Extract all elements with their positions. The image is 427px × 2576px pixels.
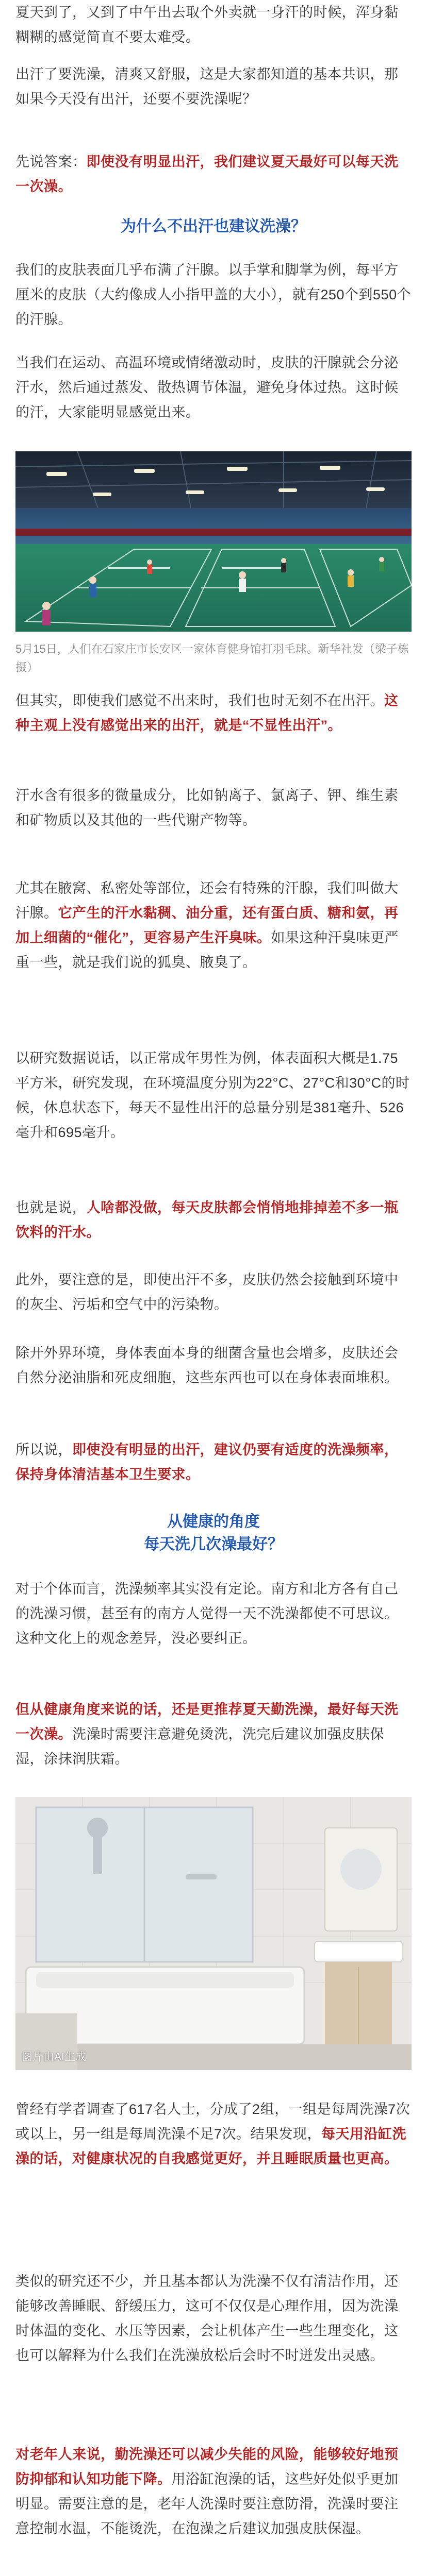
apocrine-tail-text: 如果这种汗臭味更严重一些，就是我们说的狐臭、腋臭了。 xyxy=(15,930,399,970)
paragraph-sweat-regulation: 当我们在运动、高温环境或情绪激动时，皮肤的汗腺就会分泌汗水，然后通过蒸发、散热调节体温，避免身体过热。这时候的汗，大家能明显感觉出来。 xyxy=(15,355,399,420)
paragraph-environment-dirt: 此外，要注意的是，即使出汗不多，皮肤仍然会接触到环境中的灰尘、污垢和空气中的污染物。 xyxy=(15,1272,399,1312)
study-text: 曾经有学者调查了617名人士，分成了2组，一组是每周洗澡7次或以上，另一组是每周洗澡不足7次。结果发现， xyxy=(15,2102,410,2142)
paragraph-hygiene-advice xyxy=(15,1437,412,1487)
recommendation-highlight: 但从健康角度来说的话，还是更推荐夏天勤洗澡，最好每天洗一次澡。 xyxy=(15,1702,399,1742)
badminton-hall-image xyxy=(15,451,412,632)
paragraph-elderly xyxy=(15,2442,412,2541)
paragraph-daily-loss xyxy=(15,1195,412,1245)
paragraph-study-617 xyxy=(15,2097,412,2171)
photo-caption-badminton: 5月15日，人们在石家庄市长安区一家体育健身馆打羽毛球。新华社发（梁子栋摄） xyxy=(15,642,409,674)
answer-highlight: 即使没有明显出汗，我们建议夏天最好可以每天洗一次澡。 xyxy=(15,154,399,194)
insensible-sweat-text: 但其实，即使我们感觉不出来时，我们也时无刻不在出汗。 xyxy=(15,693,384,708)
apocrine-text: 尤其在腋窝、私密处等部位，还会有特殊的汗腺，我们叫做大汗腺。 xyxy=(15,880,399,921)
answer-prefix: 先说答案： xyxy=(15,154,87,170)
elderly-highlight: 对老年人来说，勤洗澡还可以减少失能的风险，能够较好地预防抑郁和认知功能下降。 xyxy=(15,2447,399,2487)
paragraph-research-data: 以研究数据说话，以正常成年男性为例，体表面积大概是1.75 平方米，研究发现，在环境温度分别为22°C、27°C和30°C的时候，休息状态下，每天不显性出汗的总量分别是381毫升、526 毫升和695毫升。 xyxy=(15,1050,410,1140)
section-heading-health-angle: 从健康的角度 xyxy=(167,1513,260,1530)
paragraph-apocrine-glands xyxy=(15,876,412,975)
daily-loss-text: 也就是说， xyxy=(15,1200,87,1215)
section-heading-frequency: 每天洗几次澡最好？ xyxy=(144,1536,283,1553)
apocrine-highlight: 它产生的汗水黏稠、油分重，还有蛋白质、糖和氨，再加上细菌的“催化”，更容易产生汗臭味。 xyxy=(15,905,399,945)
paragraph-sweat-composition: 汗水含有很多的微量成分，比如钠离子、氯离子、钾、维生素和矿物质以及其他的一些代谢产物等。 xyxy=(15,788,399,828)
paragraph-body-bacteria: 除开外界环境，身体表面本身的细菌含量也会增多，皮肤还会自然分泌油脂和死皮细胞，这些东西也可以在身体表面堆积。 xyxy=(15,1345,399,1385)
paragraph-sweat-question: 出汗了要洗澡，清爽又舒服，这是大家都知道的基本共识，那如果今天没有出汗，还要不要洗澡呢？ xyxy=(15,66,399,107)
paragraph-insensible-sweat xyxy=(15,688,412,738)
paragraph-bath-benefits: 类似的研究还不少，并且基本都认为洗澡不仅有清洁作用，还能够改善睡眠、舒缓压力，这可不仅仅是心理作用，因为洗澡时体温的变化、水压等因素，会让机体产生一些生理变化，这也可以解释为什么我们在洗澡放松后会时不时迸发出灵感。 xyxy=(15,2274,399,2363)
badminton-hall-photo xyxy=(15,451,412,632)
intro-paragraph: 夏天到了，又到了中午出去取个外卖就一身汗的时候，浑身黏糊糊的感觉简直不要太难受。 xyxy=(15,5,399,45)
paragraph-regional-habits: 对于个体而言，洗澡频率其实没有定论。南方和北方各有自己的洗澡习惯，甚至有的南方人觉得一天不洗澡都使不可思议。这种文化上的观念差异，没必要纠正。 xyxy=(15,1581,399,1646)
hygiene-highlight: 即使没有明显的出汗，建议仍要有适度的洗澡频率，保持身体清洁基本卫生要求。 xyxy=(15,1442,399,1482)
daily-loss-highlight: 人啥都没做，每天皮肤都会悄悄地排掉差不多一瓶饮料的汗水。 xyxy=(15,1200,399,1240)
bathroom-image xyxy=(15,1797,412,2070)
elderly-text: 用浴缸泡澡的话，这些好处似乎更加明显。需要注意的是，老年人洗澡时要注意防滑，洗澡时要注意控制水温，不能烫洗，在泡澡之后建议加强皮肤保湿。 xyxy=(15,2471,399,2536)
study-highlight: 每天用沿缸洗澡的话，对健康状况的自我感觉更好，并且睡眠质量也更高。 xyxy=(15,2126,407,2166)
answer-paragraph xyxy=(15,149,412,199)
ai-image-caption: 图片由AI生成 xyxy=(22,2051,86,2063)
paragraph-sweat-glands: 我们的皮肤表面几乎布满了汗腺。以手掌和脚掌为例，每平方厘米的皮肤（大约像成人小指甲盖的大小），就有250个到550个的汗腺。 xyxy=(15,262,412,327)
section-heading-why-bathe: 为什么不出汗也建议洗澡？ xyxy=(121,218,306,235)
hygiene-text: 所以说， xyxy=(15,1442,72,1458)
paragraph-recommendation xyxy=(15,1697,412,1771)
recommendation-text: 洗澡时需要注意避免烫洗，洗完后建议加强皮肤保湿，涂抹润肤霜。 xyxy=(15,1726,384,1767)
bathroom-photo xyxy=(15,1797,412,2070)
insensible-sweat-highlight: 这种主观上没有感觉出来的出汗，就是“不显性出汗”。 xyxy=(15,693,399,733)
